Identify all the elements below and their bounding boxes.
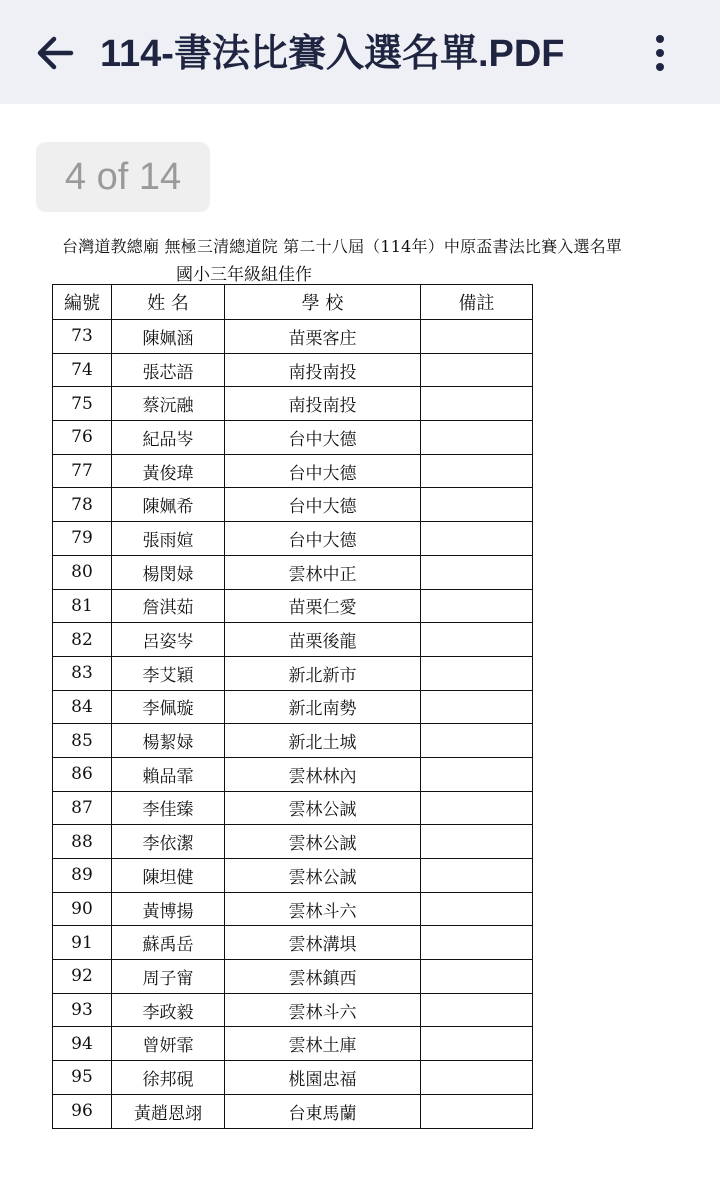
cell-school: 台中大德 (225, 488, 421, 522)
more-vertical-icon-dot (656, 49, 664, 57)
cell-school: 新北新市 (225, 656, 421, 690)
back-button[interactable] (30, 30, 80, 76)
cell-number: 74 (53, 353, 112, 387)
table-row (53, 454, 533, 488)
cell-name: 黃趙恩翊 (112, 1094, 225, 1128)
cell-number: 83 (53, 656, 112, 690)
cell-name: 黃博揚 (112, 892, 225, 926)
cell-number: 76 (53, 421, 112, 455)
app-bar (0, 0, 720, 104)
cell-name: 曾妍霏 (112, 1027, 225, 1061)
cell-note (421, 1027, 533, 1061)
table-row (53, 1094, 533, 1128)
table-row (53, 757, 533, 791)
cell-number: 79 (53, 522, 112, 556)
cell-note (421, 454, 533, 488)
cell-name: 黃俊瑋 (112, 454, 225, 488)
cell-number: 75 (53, 387, 112, 421)
table-row (53, 892, 533, 926)
cell-note (421, 488, 533, 522)
table-row (53, 320, 533, 354)
column-header-number: 編號 (53, 285, 112, 320)
cell-school: 雲林公誠 (225, 825, 421, 859)
cell-school: 南投南投 (225, 353, 421, 387)
cell-note (421, 656, 533, 690)
table-row (53, 656, 533, 690)
cell-school: 雲林中正 (225, 555, 421, 589)
cell-school: 雲林斗六 (225, 993, 421, 1027)
table-header-row (53, 285, 533, 320)
column-header-school: 學 校 (225, 285, 421, 320)
table-row (53, 1061, 533, 1095)
cell-name: 詹淇茹 (112, 589, 225, 623)
cell-name: 蔡沅融 (112, 387, 225, 421)
cell-name: 李政毅 (112, 993, 225, 1027)
cell-school: 新北土城 (225, 724, 421, 758)
cell-note (421, 724, 533, 758)
table-row (53, 421, 533, 455)
cell-note (421, 623, 533, 657)
cell-note (421, 353, 533, 387)
cell-school: 雲林溝埧 (225, 926, 421, 960)
cell-school: 雲林公誠 (225, 791, 421, 825)
cell-number: 90 (53, 892, 112, 926)
cell-name: 紀品岑 (112, 421, 225, 455)
table-row (53, 791, 533, 825)
cell-name: 呂姿岑 (112, 623, 225, 657)
cell-note (421, 960, 533, 994)
table-row (53, 488, 533, 522)
table-row (53, 960, 533, 994)
cell-note (421, 320, 533, 354)
cell-number: 73 (53, 320, 112, 354)
cell-note (421, 757, 533, 791)
cell-note (421, 1061, 533, 1095)
cell-name: 李佳臻 (112, 791, 225, 825)
cell-note (421, 926, 533, 960)
cell-name: 蘇禹岳 (112, 926, 225, 960)
cell-school: 苗栗客庄 (225, 320, 421, 354)
cell-number: 80 (53, 555, 112, 589)
column-header-note: 備註 (421, 285, 533, 320)
table-row (53, 724, 533, 758)
cell-number: 84 (53, 690, 112, 724)
cell-number: 93 (53, 993, 112, 1027)
cell-note (421, 993, 533, 1027)
column-header-name: 姓 名 (112, 285, 225, 320)
cell-number: 94 (53, 1027, 112, 1061)
cell-name: 李艾穎 (112, 656, 225, 690)
table-row (53, 555, 533, 589)
table-row (53, 589, 533, 623)
more-vertical-icon (656, 35, 664, 43)
page-indicator: 4 of 14 (36, 142, 210, 212)
cell-school: 台中大德 (225, 421, 421, 455)
cell-note (421, 522, 533, 556)
cell-school: 南投南投 (225, 387, 421, 421)
table-row (53, 1027, 533, 1061)
roster-table (52, 284, 533, 1129)
cell-school: 台東馬蘭 (225, 1094, 421, 1128)
cell-note (421, 589, 533, 623)
cell-note (421, 421, 533, 455)
more-options-button[interactable] (640, 30, 680, 76)
cell-name: 賴品霏 (112, 757, 225, 791)
cell-school: 台中大德 (225, 454, 421, 488)
cell-school: 台中大德 (225, 522, 421, 556)
document-title: 114-書法比賽入選名單.PDF (100, 33, 565, 75)
cell-note (421, 690, 533, 724)
cell-note (421, 825, 533, 859)
table-row (53, 859, 533, 893)
cell-name: 張芯語 (112, 353, 225, 387)
more-vertical-icon-dot (656, 63, 664, 71)
cell-name: 楊絜娽 (112, 724, 225, 758)
cell-note (421, 1094, 533, 1128)
cell-note (421, 892, 533, 926)
cell-name: 張雨媗 (112, 522, 225, 556)
cell-number: 95 (53, 1061, 112, 1095)
cell-note (421, 791, 533, 825)
cell-number: 96 (53, 1094, 112, 1128)
arrow-back-icon (36, 36, 74, 70)
roster-body (53, 320, 533, 1129)
document-subheading: 國小三年級組佳作 (176, 265, 312, 285)
table-row (53, 993, 533, 1027)
cell-school: 桃園忠福 (225, 1061, 421, 1095)
cell-note (421, 387, 533, 421)
table-row (53, 690, 533, 724)
table-row (53, 825, 533, 859)
cell-school: 雲林公誠 (225, 859, 421, 893)
cell-school: 雲林斗六 (225, 892, 421, 926)
cell-number: 89 (53, 859, 112, 893)
cell-number: 86 (53, 757, 112, 791)
cell-number: 82 (53, 623, 112, 657)
cell-name: 周子甯 (112, 960, 225, 994)
table-row (53, 926, 533, 960)
cell-number: 85 (53, 724, 112, 758)
cell-number: 81 (53, 589, 112, 623)
cell-school: 雲林林內 (225, 757, 421, 791)
cell-note (421, 859, 533, 893)
cell-number: 91 (53, 926, 112, 960)
cell-name: 李依潔 (112, 825, 225, 859)
cell-number: 87 (53, 791, 112, 825)
cell-school: 苗栗仁愛 (225, 589, 421, 623)
table-row (53, 623, 533, 657)
cell-name: 楊閔娽 (112, 555, 225, 589)
table-row (53, 387, 533, 421)
document-heading: 台灣道教總廟 無極三清總道院 第二十八屆（114年）中原盃書法比賽入選名單 (62, 237, 623, 256)
cell-name: 徐邦硯 (112, 1061, 225, 1095)
table-row (53, 353, 533, 387)
cell-school: 苗栗後龍 (225, 623, 421, 657)
cell-number: 88 (53, 825, 112, 859)
cell-school: 新北南勢 (225, 690, 421, 724)
cell-name: 李佩璇 (112, 690, 225, 724)
cell-name: 陳姵希 (112, 488, 225, 522)
cell-number: 77 (53, 454, 112, 488)
cell-school: 雲林鎮西 (225, 960, 421, 994)
cell-name: 陳坦健 (112, 859, 225, 893)
table-row (53, 522, 533, 556)
cell-school: 雲林土庫 (225, 1027, 421, 1061)
cell-note (421, 555, 533, 589)
cell-number: 92 (53, 960, 112, 994)
cell-number: 78 (53, 488, 112, 522)
cell-name: 陳姵涵 (112, 320, 225, 354)
